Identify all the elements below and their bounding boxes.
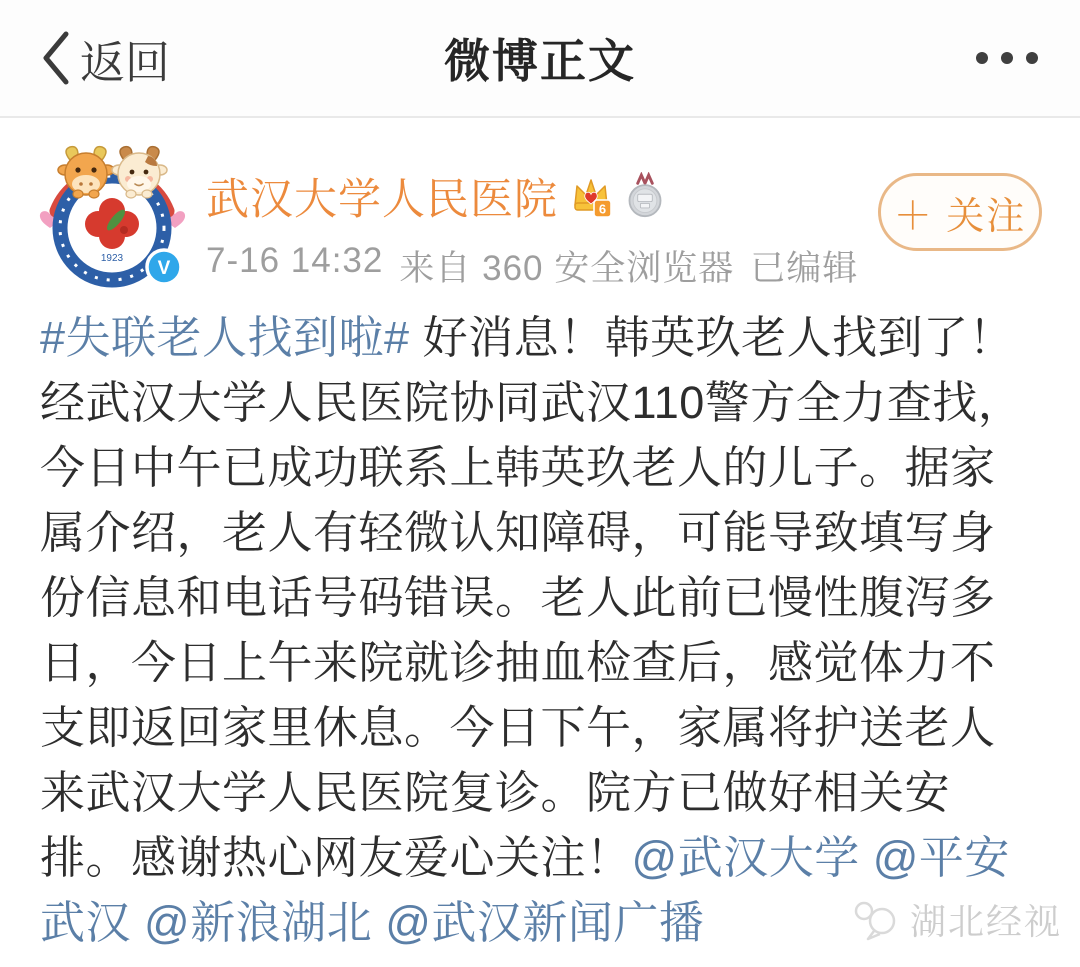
dot-icon	[1001, 52, 1013, 64]
avatar-year: 1923	[100, 253, 124, 264]
dot-icon	[1026, 52, 1038, 64]
header-bar	[0, 0, 1080, 118]
back-label: 返回	[80, 36, 171, 88]
post-text	[40, 305, 1040, 955]
mention-link[interactable]: @新浪湖北	[144, 897, 373, 948]
post-author-row	[0, 118, 1080, 291]
back-button[interactable]	[40, 0, 170, 116]
more-options-button[interactable]	[976, 0, 1038, 116]
chevron-left-icon	[40, 29, 70, 87]
mention-link[interactable]: @武汉新闻广播	[385, 897, 705, 948]
follow-button[interactable]: ＋ 关注	[878, 173, 1042, 251]
edited-label: 已编辑	[750, 249, 859, 288]
author-name[interactable]: 武汉大学人民医院	[206, 176, 558, 224]
vip-crown-badge-icon	[568, 174, 614, 220]
hospital-logo-avatar	[36, 132, 188, 290]
avatar[interactable]	[36, 132, 188, 290]
tv-station-logo-icon	[850, 897, 902, 943]
post-text-segment	[860, 832, 873, 883]
hashtag-link[interactable]: #失联老人找到啦#	[40, 312, 410, 363]
silver-medal-badge-icon	[624, 172, 666, 222]
post-text-segment	[131, 897, 144, 948]
post-text-segment	[372, 897, 385, 948]
post-source: 来自 360 安全浏览器	[399, 249, 735, 288]
post-text-segment: 好消息！韩英玖老人找到了！经武汉大学人民医院协同武汉110警方全力查找，今日中午已成功联系上韩英玖老人的儿子。据家属介绍，老人有轻微认知障碍，可能导致填写身份信息和电话号码错误。老人此前已慢性腹泻多日，今日上午来院就诊抽血检查后，感觉体力不支即返回家里休息。今日下午，家属将护送老人来武汉大学人民医院复诊。院方已做好相关安排。感谢热心网友爱心关注！	[40, 312, 1024, 883]
page-title: 微博正文	[444, 35, 636, 87]
watermark	[850, 894, 1062, 945]
dot-icon	[976, 52, 988, 64]
watermark-text: 湖北经视	[909, 901, 1062, 942]
mention-link[interactable]: @武汉大学	[631, 832, 860, 883]
post-meta	[206, 241, 858, 291]
svg-text:V: V	[157, 258, 171, 279]
post-timestamp: 7-16 14:32	[206, 241, 384, 280]
vip-level-number: 6	[598, 201, 607, 216]
mention-link[interactable]: @平安武汉	[40, 832, 1010, 948]
verified-badge-icon	[147, 250, 181, 284]
